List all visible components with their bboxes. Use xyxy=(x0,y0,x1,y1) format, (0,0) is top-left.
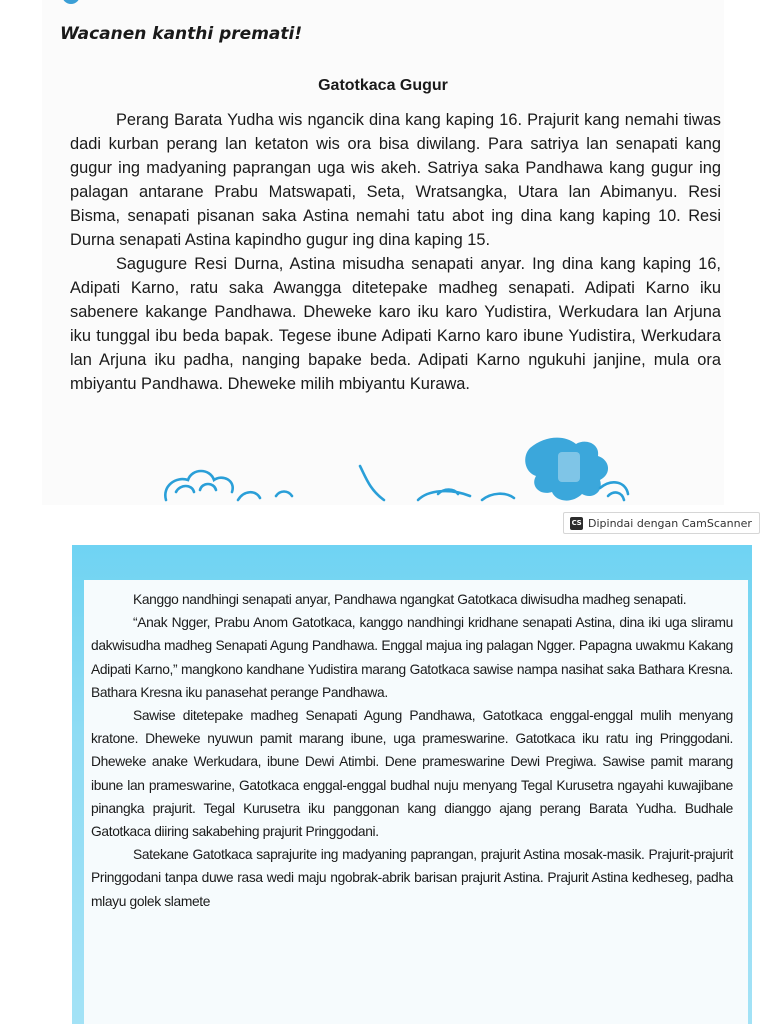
paragraph: “Anak Ngger, Prabu Anom Gatotkaca, kanggo nandhingi kridhane senapati Astina, dina iki uga sliramu dakwisudha madheg Senapati Agung Pandhawa. Enggal majua ing palagan Ngger. Papagna uwakmu Kakang Adipati Karno,” mangkono kandhane Yudistira marang Gatotkaca sawise nampa nasihat saka Bathara Kresna. Bathara Kresna iku panasehat perange Pandhawa. xyxy=(91,615,733,700)
story-title: Gatotkaca Gugur xyxy=(318,77,448,94)
paragraph: Sagugure Resi Durna, Astina misudha senapati anyar. Ing dina kang kaping 16, Adipati Karno, ratu saka Awangga ditetepake madheg senapati. Adipati Karno iku sabenere kakange Pandhawa. Dheweke karo iku karo Yudistira, Werkudara lan Arjuna iku tunggal ibu beda bapak. Tegese ibune Adipati Karno karo ibune Yudistira, Werkudara lan Arjuna iku padha, nanging bapake beda. Adipati Karno ngukuhi janjine, mula ora mbiyantu Pandhawa. Dheweke milih mbiyantu Kurawa. xyxy=(70,255,721,393)
paragraph: Kanggo nandhingi senapati anyar, Pandhawa ngangkat Gatotkaca diwisudha madheg senapati. xyxy=(133,592,687,607)
camscanner-watermark xyxy=(563,512,760,534)
story-body-page-1 xyxy=(70,108,721,396)
reading-instruction: Wacanen kanthi premati! xyxy=(60,24,303,44)
paragraph: Perang Barata Yudha wis ngancik dina kang kaping 16. Prajurit kang nemahi tiwas dadi kurban perang lan ketaton wis ora bisa diwilang. Para satriya lan senapati kang gugur ing madyaning paprangan uga wis akeh. Satriya saka Pandhawa kang gugur ing palagan antarane Prabu Matswapati, Seta, Wratsangka, Utara lan Abimanyu. Resi Bisma, senapati pisanan saka Astina nemahi tatu abot ing dina kang kaping 10. Resi Durna senapati Astina kapindho gugur ing dina kaping 15. xyxy=(70,111,721,249)
page-corner-mark xyxy=(62,0,80,4)
scanned-page-1 xyxy=(42,0,724,505)
story-body-page-2 xyxy=(91,588,733,913)
watermark-text: Dipindai dengan CamScanner xyxy=(588,516,752,530)
paragraph: Sawise ditetepake madheg Senapati Agung Pandhawa, Gatotkaca enggal-enggal mulih menyang kratone. Dheweke nyuwun pamit marang ibune, uga prameswarine. Gatotkaca iku ratu ing Pringgodani. Dheweke anake Werkudara, ibune Dewi Atimbi. Dene prameswarine Dewi Pregiwa. Sawise pamit marang ibune lan prameswarine, Gatotkaca enggal-enggal budhal nuju menyang Tegal Kurusetra ngayahi kuwajibane pinangka prajurit. Tegal Kurusetra iku panggonan kang dianggo ajang perang Barata Yudha. Budhale Gatotkaca diiring sakabehing prajurit Pringgodani. xyxy=(91,708,733,840)
paragraph: Satekane Gatotkaca saprajurite ing madyaning paprangan, prajurit Astina mosak-masik. Prajurit-prajurit Pringgodani tanpa duwe rasa wedi maju ngobrak-abrik barisan prajurit Astina. Prajurit Astina kedheseg, padha mlayu golek slamete xyxy=(91,847,733,909)
camscanner-logo-icon: CS xyxy=(570,517,583,530)
scanned-page-2 xyxy=(72,545,752,1024)
wayang-cloud-ornament-icon xyxy=(152,430,632,505)
